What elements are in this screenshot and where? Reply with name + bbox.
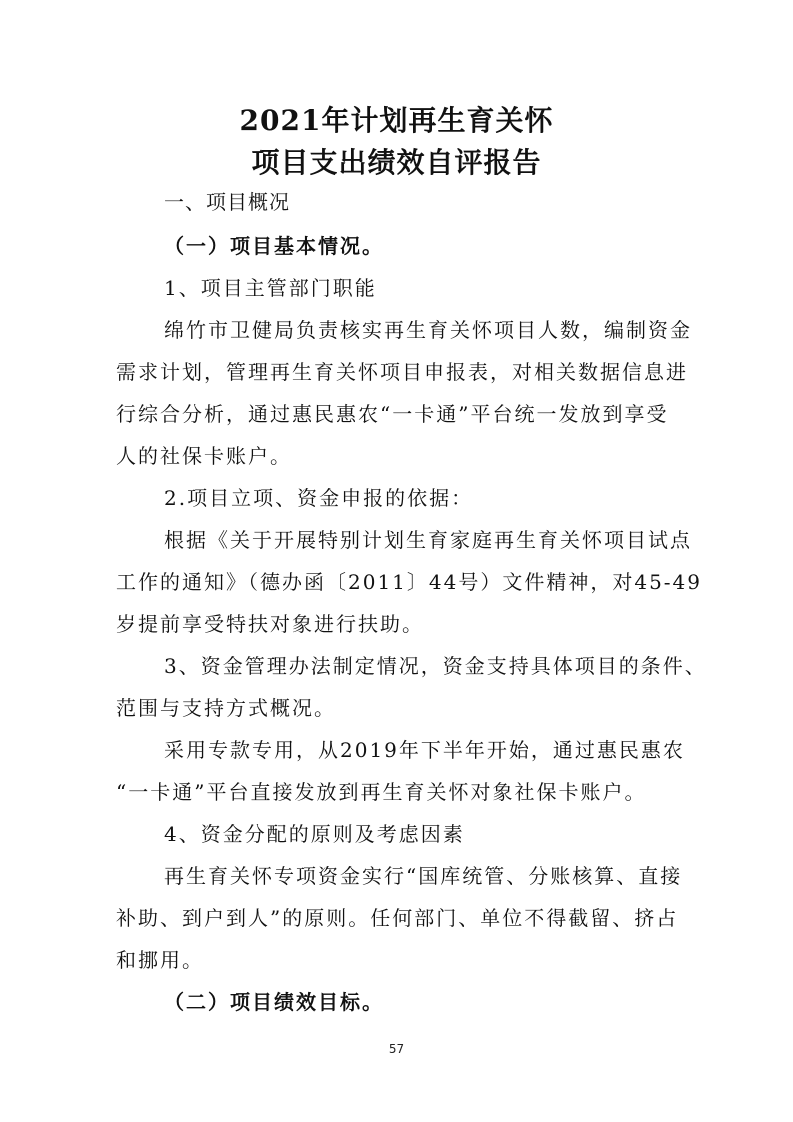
paragraph-line: 人的社保卡账户。 bbox=[116, 444, 292, 468]
section-heading-project-overview: 一、项目概况 bbox=[164, 190, 290, 214]
page-number: 57 bbox=[388, 1042, 405, 1056]
item-heading-2: 2.项目立项、资金申报的依据： bbox=[164, 486, 474, 510]
item-heading-3: 3、资金管理办法制定情况，资金支持具体项目的条件、 bbox=[164, 654, 707, 678]
paragraph-line: 根据《关于开展特别计划生育家庭再生育关怀项目试点 bbox=[164, 528, 692, 552]
report-title-line-1: 2021年计划再生育关怀 bbox=[239, 104, 554, 137]
paragraph-line: 采用专款专用，从2019年下半年开始，通过惠民惠农 bbox=[164, 738, 685, 762]
report-title-line-2: 项目支出绩效自评报告 bbox=[251, 146, 542, 179]
paragraph-line: 需求计划，管理再生育关怀项目申报表，对相关数据信息进 bbox=[116, 360, 688, 384]
paragraph-line: “一卡通”平台直接发放到再生育关怀对象社保卡账户。 bbox=[116, 780, 647, 804]
paragraph-line: 行综合分析，通过惠民惠农“一卡通”平台统一发放到享受 bbox=[116, 402, 669, 426]
subsection-heading-performance-goals: （二）项目绩效目标。 bbox=[164, 990, 384, 1014]
paragraph-line: 绵竹市卫健局负责核实再生育关怀项目人数，编制资金 bbox=[164, 318, 692, 342]
item-heading-3-continued: 范围与支持方式概况。 bbox=[116, 696, 336, 720]
paragraph-line: 岁提前享受特扶对象进行扶助。 bbox=[116, 612, 424, 636]
paragraph-line: 补助、到户到人”的原则。任何部门、单位不得截留、挤占 bbox=[116, 906, 679, 930]
item-heading-1: 1、项目主管部门职能 bbox=[164, 276, 377, 300]
paragraph-line: 工作的通知》（德办函〔2011〕44号）文件精神，对45-49 bbox=[116, 570, 703, 594]
paragraph-line: 再生育关怀专项资金实行“国库统管、分账核算、直接 bbox=[164, 864, 683, 888]
paragraph-line: 和挪用。 bbox=[116, 948, 204, 972]
subsection-heading-basic-info: （一）项目基本情况。 bbox=[164, 234, 384, 258]
item-heading-4: 4、资金分配的原则及考虑因素 bbox=[164, 822, 465, 846]
